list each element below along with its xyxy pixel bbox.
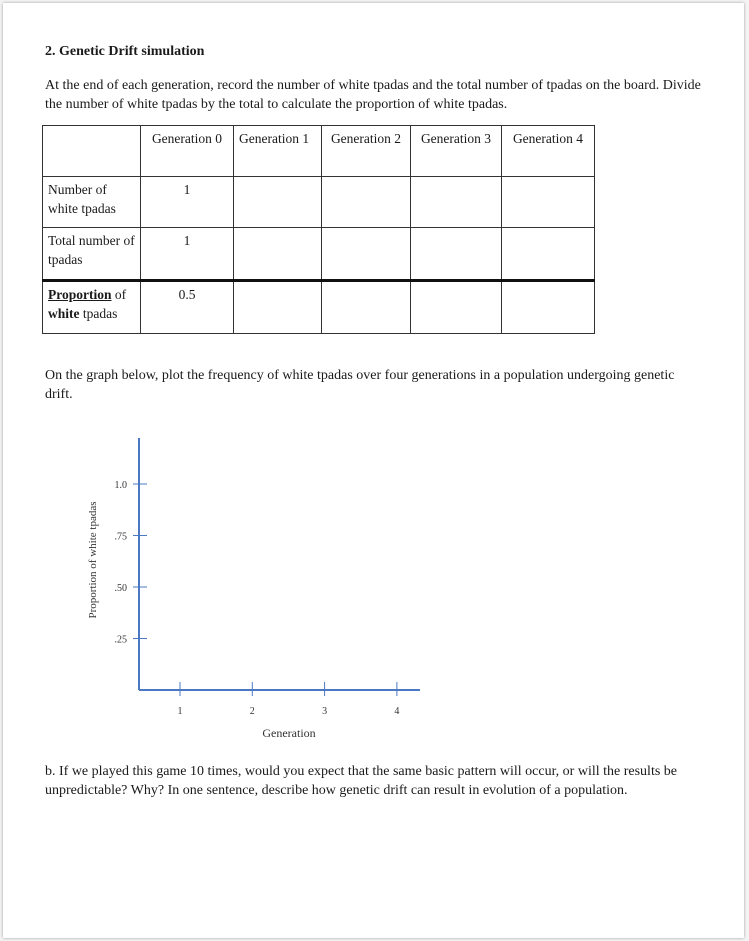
y-tick-label: 1.0 [114,480,127,491]
y-tick-label: .25 [114,634,127,646]
y-tick-label: .50 [114,583,127,594]
graph-x-ticks [178,682,400,717]
cell-total-gen0[interactable]: 1 [141,228,234,281]
proportion-word: Proportion [48,287,112,302]
graph-instruction-text: On the graph below, plot the frequency of white tpadas over four generations in a population undergoing genetic drift. [45,368,675,402]
y-axis-label: Proportion of white tpadas [87,501,99,619]
graph-axes [139,438,420,690]
col-header-gen3: Generation 3 [411,126,502,177]
x-tick-label: 1 [177,706,183,717]
col-header-gen2: Generation 2 [322,126,411,177]
tpadas-word: tpadas [79,306,118,321]
cell-proportion-gen0[interactable]: 0.5 [141,281,234,334]
graph-y-ticks [115,480,148,646]
x-tick-label: 2 [249,706,255,717]
cell-number-gen0[interactable]: 1 [141,177,234,228]
instructions-text: At the end of each generation, record the number of white tpadas and the total number of tpadas on the board. Divide the number of white tpadas by the total to calculate the proportion of white tpadas. [45,78,701,112]
row-label-total: Total number of tpadas [43,228,141,281]
col-header-gen4: Generation 4 [502,126,595,177]
y-tick-label: .75 [114,531,127,543]
col-header-gen0: Generation 0 [141,126,234,177]
white-word: white [48,306,80,321]
question-b-text: b. If we played this game 10 times, would you expect that the same basic pattern will occur, or will the results be unpredictable? Why? In one sentence, describe how genetic drift can result in evolution of a population. [45,764,677,798]
x-tick-label: 4 [394,706,400,717]
section-heading: 2. Genetic Drift simulation [45,44,205,59]
x-axis-label: Generation [262,726,316,740]
of-word: of [111,287,127,302]
row-label-number: Number of white tpadas [43,177,141,228]
x-tick-label: 3 [322,706,328,717]
col-header-gen1: Generation 1 [234,126,322,177]
